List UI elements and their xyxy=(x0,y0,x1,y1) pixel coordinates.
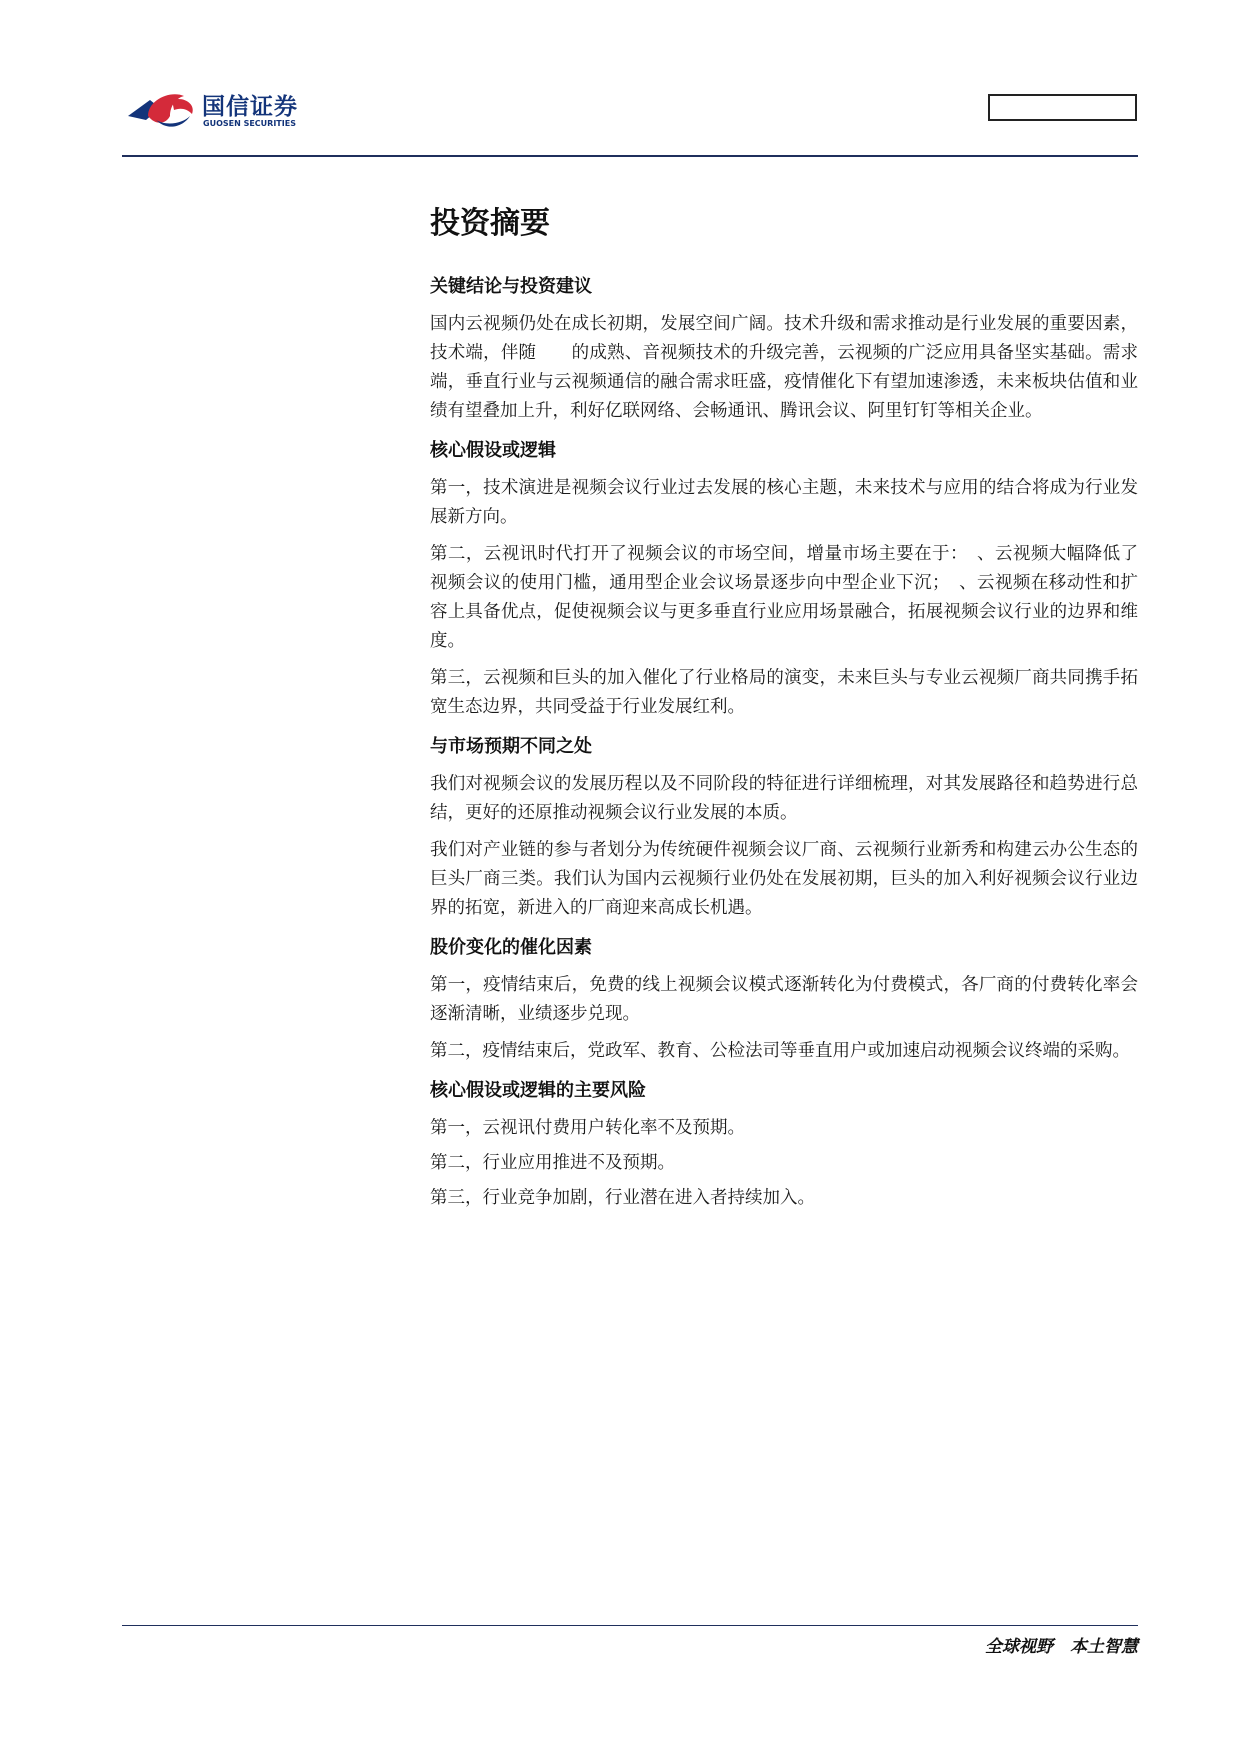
section-core-assumptions xyxy=(430,438,1138,722)
section-paragraph: 第三，云视频和巨头的加入催化了行业格局的演变，未来巨头与专业云视频厂商共同携手拓宽生态边界，共同受益于行业发展红利。 xyxy=(430,668,1138,717)
section-catalysts xyxy=(430,935,1138,1066)
page-title: 投资摘要 xyxy=(430,206,550,241)
guosen-logo-icon xyxy=(126,86,198,134)
section-key-conclusions xyxy=(430,274,1138,426)
section-paragraph: 我们对视频会议的发展历程以及不同阶段的特征进行详细梳理，对其发展路径和趋势进行总结，更好的还原推动视频会议行业发展的本质。 xyxy=(430,774,1138,823)
section-heading: 关键结论与投资建议 xyxy=(430,276,592,297)
section-paragraph: 第一，疫情结束后，免费的线上视频会议模式逐渐转化为付费模式，各厂商的付费转化率会逐渐清晰，业绩逐步兑现。 xyxy=(430,975,1138,1024)
section-risks xyxy=(430,1078,1138,1213)
header-divider xyxy=(122,155,1138,157)
section-paragraph: 第二，疫情结束后，党政军、教育、公检法司等垂直用户或加速启动视频会议终端的采购。 xyxy=(430,1041,1130,1061)
section-paragraph: 我们对产业链的参与者划分为传统硬件视频会议厂商、云视频行业新秀和构建云办公生态的巨头厂商三类。我们认为国内云视频行业仍处在发展初期，巨头的加入利好视频会议行业边界的拓宽，新进入的厂商迎来高成长机遇。 xyxy=(430,840,1138,918)
logo-text-cn: 国信证券 xyxy=(202,94,298,120)
section-heading: 核心假设或逻辑的主要风险 xyxy=(430,1080,646,1101)
section-market-difference xyxy=(430,734,1138,923)
section-heading: 核心假设或逻辑 xyxy=(430,440,556,461)
logo-text-en: GUOSEN SECURITIES xyxy=(203,119,296,128)
company-logo xyxy=(126,86,316,134)
footer-slogan: 全球视野 本土智慧 xyxy=(985,1637,1138,1657)
report-body xyxy=(430,200,1138,1225)
section-paragraph: 第一，技术演进是视频会议行业过去发展的核心主题，未来技术与应用的结合将成为行业发展新方向。 xyxy=(430,478,1138,527)
section-heading: 股价变化的催化因素 xyxy=(430,937,592,958)
section-paragraph: 第一，云视讯付费用户转化率不及预期。 xyxy=(430,1118,745,1138)
section-paragraph: 第二，云视讯时代打开了视频会议的市场空间，增量市场主要在于： 、云视频大幅降低了视频会议的使用门槛，通用型企业会议场景逐步向中型企业下沉； 、云视频在移动性和扩容上具备优点，促使视频会议与更多垂直行业应用场景融合，拓展视频会议行业的边界和维度。 xyxy=(430,544,1138,651)
header-label-box xyxy=(988,94,1137,121)
section-heading: 与市场预期不同之处 xyxy=(430,736,592,757)
footer-divider xyxy=(122,1625,1138,1626)
section-paragraph: 国内云视频仍处在成长初期，发展空间广阔。技术升级和需求推动是行业发展的重要因素，技术端，伴随 的成熟、音视频技术的升级完善，云视频的广泛应用具备坚实基础。需求端，垂直行业与云视频通信的融合需求旺盛，疫情催化下有望加速渗透，未来板块估值和业绩有望叠加上升，利好亿联网络、会畅通讯、腾讯会议、阿里钉钉等相关企业。 xyxy=(430,314,1138,421)
section-paragraph: 第二，行业应用推进不及预期。 xyxy=(430,1153,675,1173)
section-paragraph: 第三，行业竞争加剧，行业潜在进入者持续加入。 xyxy=(430,1188,815,1208)
page-header xyxy=(0,0,1240,160)
